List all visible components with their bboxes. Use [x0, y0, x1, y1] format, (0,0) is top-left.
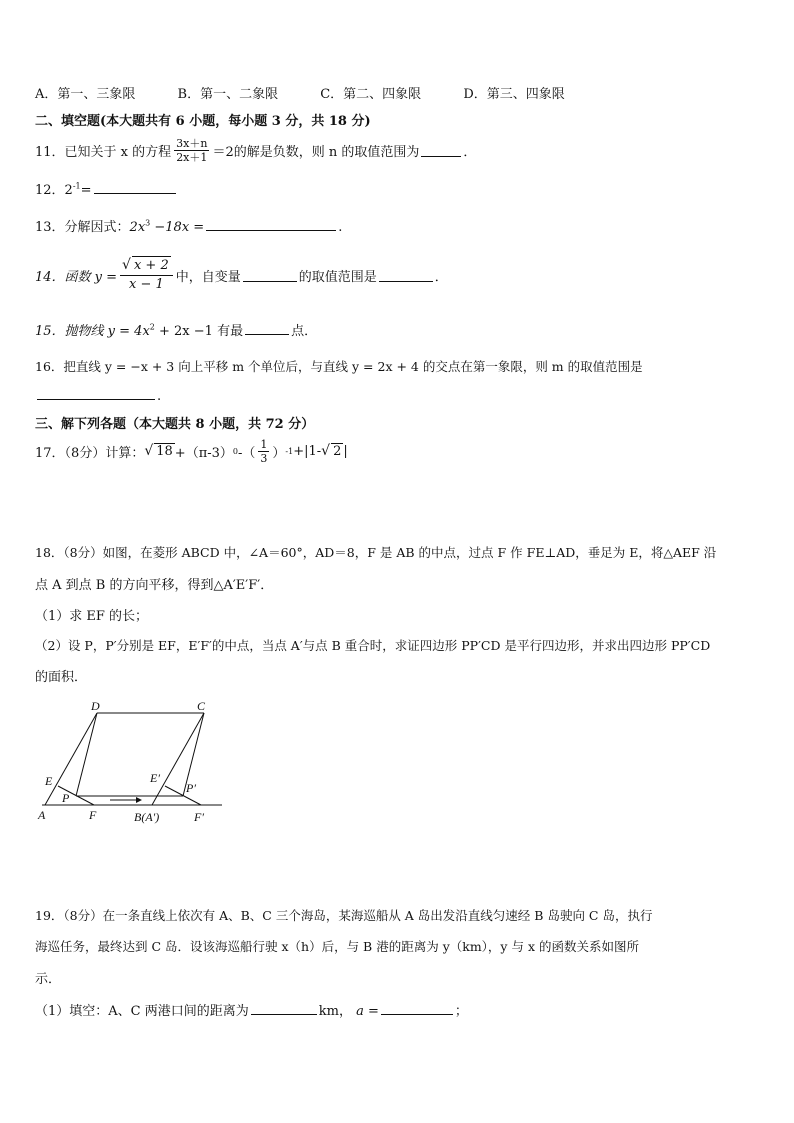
q14-fraction [120, 256, 173, 294]
sqrt-symbol: √ [144, 443, 154, 459]
sqrt-symbol: √ [122, 257, 131, 273]
question-16: 16．把直线 y = −x + 3 向上平移 m 个单位后，与直线 y = 2x + 4 的交点在第一象限，则 m 的取值范围是 [35, 359, 643, 374]
question-16-answer-line [35, 387, 161, 404]
label-e: E [45, 774, 53, 788]
q19-sub1-end: ； [454, 1004, 468, 1019]
q16-answer-blank[interactable] [37, 387, 155, 400]
question-19-line3: 示． [35, 972, 62, 987]
question-18-line1: 18．（8分）如图，在菱形 ABCD 中，∠A＝60°，AD＝8，F 是 AB 的中点，过点 F 作 FE⊥AD，垂足为 E，将△AEF 沿 [35, 545, 717, 560]
q17-part3: -（ [238, 445, 256, 461]
q17-exponent-zero: 0 [232, 446, 238, 456]
options-row [35, 83, 603, 102]
segment-dp [76, 713, 97, 796]
q19-sub1-unit: km， [318, 1004, 352, 1019]
q17-part2: +（π-3） [174, 445, 233, 461]
option-a: A．第一、三象限 [35, 87, 136, 102]
question-19-sub1 [35, 1000, 468, 1019]
question-18-sub2-end: 的面积． [35, 670, 88, 685]
side-cb [152, 713, 204, 805]
question-12 [35, 179, 178, 198]
question-18-line2: 点 A 到点 B 的方向平移，得到△A′E′F′． [35, 578, 274, 593]
rhombus-figure [32, 698, 232, 828]
q14-variable-blank[interactable] [243, 269, 297, 282]
label-f: F [89, 808, 97, 822]
q14-denominator: x − 1 [129, 277, 164, 292]
sqrt-symbol: √ [321, 443, 331, 459]
q11-answer-blank[interactable] [421, 144, 461, 157]
q11-prefix: 11．已知关于 x 的方程 [35, 144, 172, 160]
option-d: D．第三、四象限 [463, 87, 565, 102]
q15-answer-blank[interactable] [245, 322, 289, 335]
question-19-line1: 19．（8分）在一条直线上依次有 A、B、C 三个海岛，某海巡船从 A 岛出发沿直线匀速经 B 岛驶向 C 岛，执行 [35, 908, 653, 923]
q17-part6: | [343, 443, 348, 459]
section-heading-fill-in: 二、填空题(本大题共有 6 小题，每小题 3 分，共 18 分) [35, 114, 371, 129]
question-18-sub2: （2）设 P，P′分别是 EF，E′F′的中点，当点 A′与点 B 重合时，求证四边形 PP′CD 是平行四边形，并求出四边形 PP′CD [35, 638, 711, 653]
q17-part5: +|1- [293, 443, 322, 459]
q12-exponent: -1 [72, 181, 81, 191]
question-13 [35, 216, 342, 235]
q12-prefix: 12．2 [35, 183, 73, 198]
q14-numerator [120, 256, 173, 276]
q17-exponent-neg1: -1 [285, 446, 294, 456]
q11-fraction [174, 137, 209, 164]
q15-prefix: 15．抛物线 y = 4x [35, 324, 150, 339]
q11-end: ． [463, 144, 477, 160]
q13-prefix: 13．分解因式： [35, 220, 130, 235]
q13-exponent: 3 [145, 218, 151, 228]
q15-exponent: 2 [149, 322, 155, 332]
arrow-head [136, 797, 142, 803]
q14-range-blank[interactable] [379, 269, 433, 282]
label-a: A [38, 808, 46, 822]
option-b: B．第一、二象限 [177, 87, 279, 102]
q14-middle: 中，自变量 [175, 269, 241, 285]
q14-prefix: 14．函数 y = [35, 269, 118, 285]
q11-postfix: 的解是负数，则 n 的取值范围为 [233, 144, 420, 160]
side-ad [45, 713, 97, 805]
q11-equals: ＝2 [212, 144, 234, 160]
q17-denominator: 3 [260, 451, 268, 465]
option-c: C．第二、四象限 [320, 87, 422, 102]
question-18-sub1: （1）求 EF 的长； [35, 609, 149, 624]
q15-end: 点． [291, 324, 318, 339]
q13-expr-a: 2x [129, 220, 146, 235]
q17-prefix: 17．（8分）计算： [35, 445, 145, 461]
q16-end: . [157, 389, 162, 404]
q12-answer-blank[interactable] [94, 181, 176, 194]
label-b: B(A′) [134, 810, 160, 824]
q14-radicand: x + 2 [133, 258, 169, 273]
q17-fraction [258, 438, 269, 465]
label-p: P [62, 791, 70, 805]
q17-numerator: 1 [260, 437, 268, 451]
q12-equals: = [80, 183, 92, 198]
q14-end: ． [434, 269, 448, 285]
q19-a-blank[interactable] [381, 1002, 453, 1015]
q17-sqrt2-arg: 2 [333, 444, 342, 459]
q13-expr-b: −18x [150, 220, 194, 235]
label-p-prime: P′ [186, 781, 196, 795]
section-heading-solve: 三、解下列各题（本大题共 8 小题，共 72 分） [35, 417, 315, 432]
question-17 [35, 432, 348, 470]
label-e-prime: E′ [150, 771, 160, 785]
q19-sub1-a: a = [356, 1004, 379, 1019]
q19-distance-blank[interactable] [251, 1002, 317, 1015]
label-f-prime: F′ [194, 810, 204, 824]
q13-equals: = [193, 220, 205, 235]
q15-postfix: + 2x −1 有最 [154, 324, 244, 339]
label-d: D [91, 699, 100, 713]
q19-sub1-prefix: （1）填空：A、C 两港口间的距离为 [35, 1004, 249, 1019]
q14-middle2: 的取值范围是 [298, 269, 377, 285]
q13-end: . [338, 220, 343, 235]
q13-answer-blank[interactable] [206, 218, 336, 231]
q11-numerator: 3x＋n [176, 136, 208, 150]
question-19-line2: 海巡任务，最终达到 C 岛．设该海巡船行驶 x（h）后，与 B 港的距离为 y（km），y 与 x 的函数关系如图所 [35, 939, 639, 954]
question-14 [35, 252, 448, 298]
question-11 [35, 132, 476, 168]
q11-denominator: 2x＋1 [176, 150, 208, 164]
q17-part4: ） [272, 445, 286, 461]
label-c: C [197, 699, 206, 713]
q17-sqrt-arg: 18 [156, 444, 173, 459]
question-15 [35, 320, 317, 339]
